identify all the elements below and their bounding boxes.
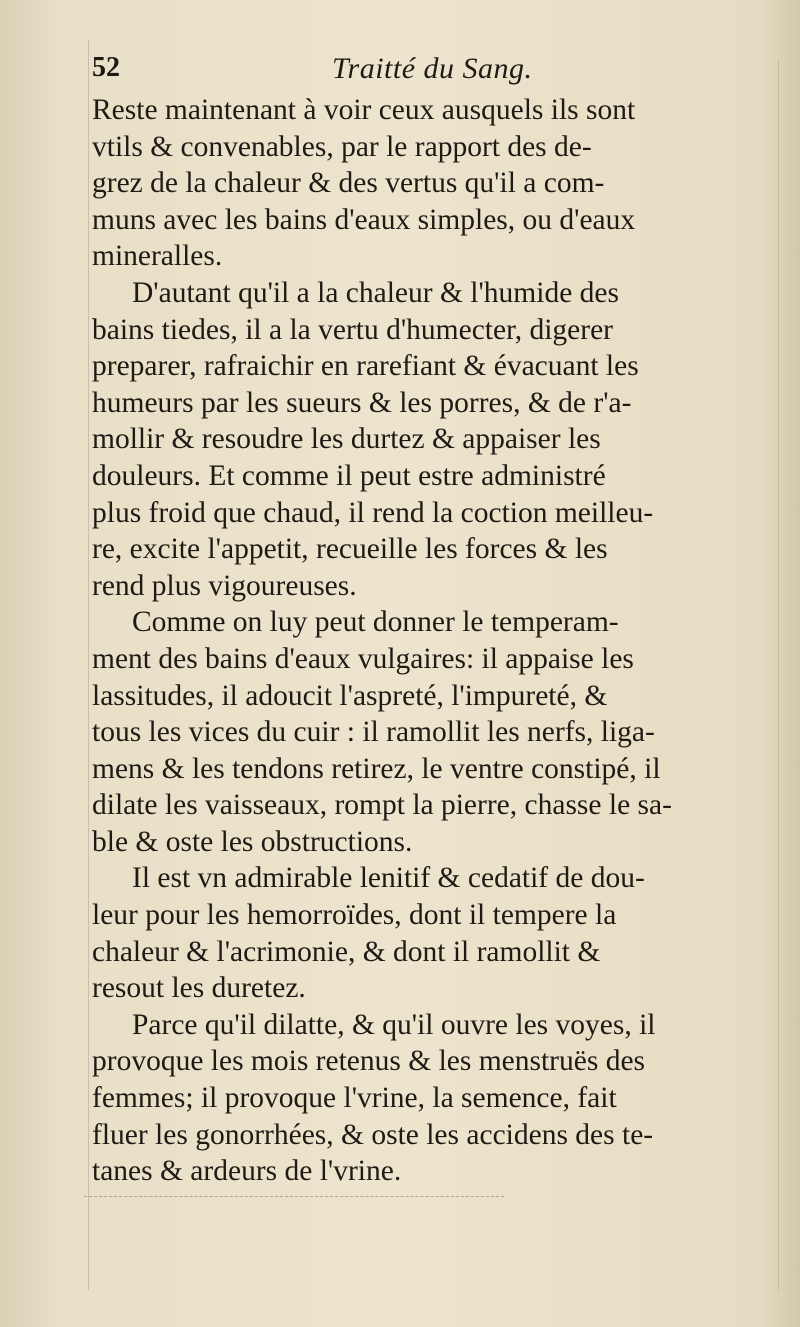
text-line: Comme on luy peut donner le temperam- — [132, 606, 619, 639]
text-line: provoque les mois retenus & les menstruës des — [92, 1045, 646, 1078]
text-line: mollir & resoudre les durtez & appaiser les — [92, 423, 601, 456]
text-line: dilate les vaisseaux, rompt la pierre, chasse le sa- — [92, 789, 672, 822]
text-line: ment des bains d'eaux vulgaires: il appaise les — [92, 642, 634, 675]
margin-rule-right — [778, 60, 779, 1290]
text-line: femmes; il provoque l'vrine, la semence, fait — [92, 1082, 617, 1115]
text-line: Parce qu'il dilatte, & qu'il ouvre les voyes, il — [132, 1008, 656, 1041]
text-line: preparer, rafraichir en rarefiant & évacuant les — [92, 350, 639, 383]
text-line: resout les duretez. — [92, 972, 306, 1005]
end-rule — [84, 1190, 504, 1197]
page-header — [92, 52, 772, 88]
text-line: douleurs. Et comme il peut estre administré — [92, 459, 606, 492]
text-line: tous les vices du cuir : il ramollit les nerfs, liga- — [92, 716, 655, 749]
text-line: bains tiedes, il a la vertu d'humecter, digerer — [92, 313, 614, 346]
text-line: tanes & ardeurs de l'vrine. — [92, 1155, 402, 1188]
text-line: lassitudes, il adoucit l'aspreté, l'impureté, & — [92, 679, 608, 712]
text-line: re, excite l'appetit, recueille les forces & les — [92, 533, 608, 566]
text-line: grez de la chaleur & des vertus qu'il a com- — [92, 167, 605, 200]
text-line: plus froid que chaud, il rend la coction meilleu- — [92, 496, 654, 529]
text-line: rend plus vigoureuses. — [92, 569, 357, 602]
margin-rule-left — [88, 40, 89, 1290]
body-text — [92, 92, 778, 1190]
running-title: Traitté du Sang. — [332, 52, 533, 85]
text-line: vtils & convenables, par le rapport des de- — [92, 130, 592, 163]
text-line: mineralles. — [92, 240, 223, 273]
text-line: muns avec les bains d'eaux simples, ou d'eaux — [92, 203, 636, 236]
text-line: leur pour les hemorroïdes, dont il tempere la — [92, 899, 617, 932]
text-line: ble & oste les obstructions. — [92, 825, 413, 858]
text-line: D'autant qu'il a la chaleur & l'humide des — [132, 276, 619, 309]
text-line: humeurs par les sueurs & les porres, & de r'a- — [92, 386, 632, 419]
text-line: Il est vn admirable lenitif & cedatif de dou- — [132, 862, 645, 895]
text-line: fluer les gonorrhées, & oste les accidens des te- — [92, 1118, 654, 1151]
text-line: mens & les tendons retirez, le ventre constipé, il — [92, 752, 661, 785]
page-number: 52 — [92, 52, 120, 83]
text-line: chaleur & l'acrimonie, & dont il ramollit & — [92, 935, 601, 968]
text-line: Reste maintenant à voir ceux ausquels ils sont — [92, 94, 636, 126]
